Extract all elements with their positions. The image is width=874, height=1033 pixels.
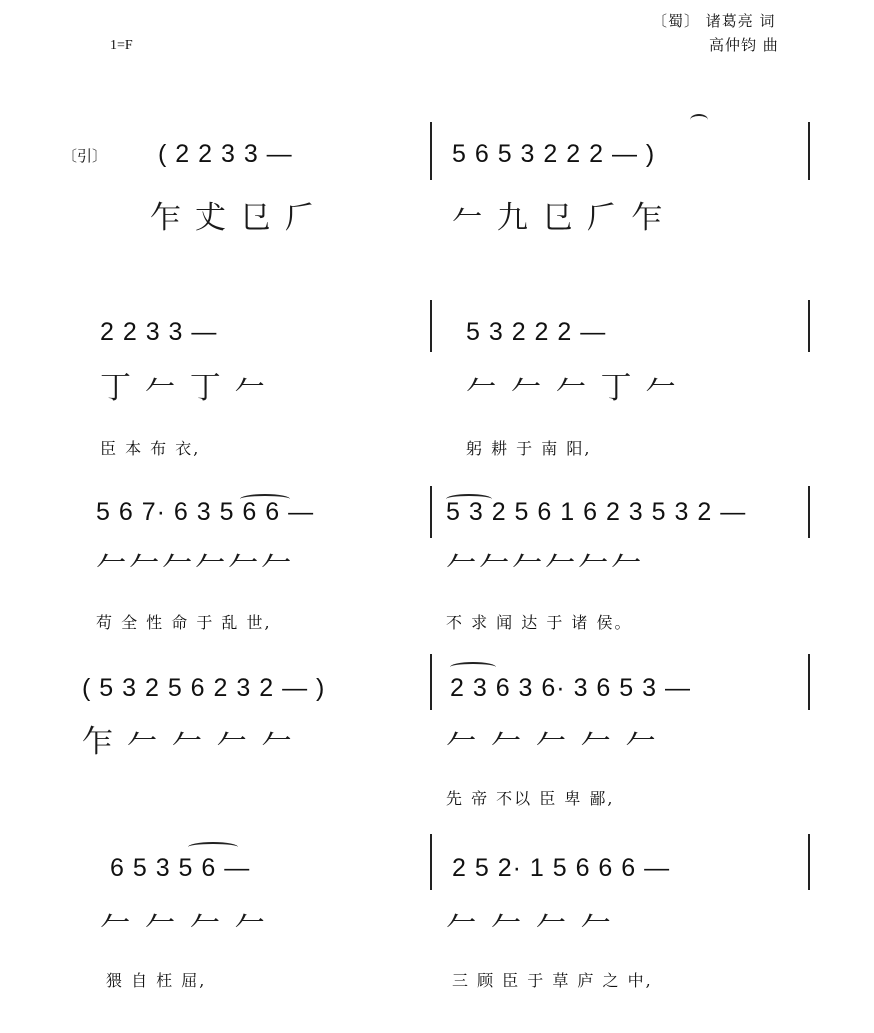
measure-notes: 5 3 2 2 2 —: [466, 318, 607, 346]
guqin-tablature: 丁 𠂉 丁 𠂉: [100, 370, 268, 406]
bar-line: [808, 654, 810, 710]
measure-notes: 2 3 6 3 6· 3 6 5 3 —: [450, 674, 691, 702]
composer-credit: 高仲钧 曲: [709, 36, 779, 54]
guqin-tablature: 𠂉𠂉𠂉𠂉𠂉𠂉: [446, 546, 644, 582]
guqin-tablature: 𠂉 𠂉 𠂉 𠂉: [446, 906, 614, 942]
measure-notes: 2 2 3 3 —: [100, 318, 218, 346]
guqin-tablature: 𠂉𠂉𠂉𠂉𠂉𠂉: [96, 546, 294, 582]
intro-label: 〔引〕: [62, 147, 108, 165]
key-signature: 1=F: [110, 38, 133, 53]
bar-line: [430, 834, 432, 890]
lyricist-credit: 〔蜀〕 诸葛亮 词: [652, 12, 776, 30]
guqin-tablature: 𠂉 𠂉 𠂉 丁 𠂉: [466, 370, 679, 406]
lyrics-line: 猥 自 枉 屈,: [106, 971, 207, 990]
slur-icon: [240, 494, 290, 504]
measure-notes: ( 2 2 3 3 —: [158, 140, 293, 168]
guqin-tablature: 𠂉 九 㔾 𠂆 乍: [452, 200, 665, 236]
guqin-tablature: 𠂉 𠂉 𠂉 𠂉 𠂉: [446, 724, 659, 760]
measure-notes: 2 5 2· 1 5 6 6 6 —: [452, 854, 671, 882]
measure-notes: 5 6 7· 6 3 5 6 6 —: [96, 498, 315, 526]
measure-notes: 6 5 3 5 6 —: [110, 854, 251, 882]
lyrics-line: 苟 全 性 命 于 乱 世,: [96, 613, 272, 632]
lyrics-line: 三 顾 臣 于 草 庐 之 中,: [452, 971, 653, 990]
measure-notes: ( 5 3 2 5 6 2 3 2 — ): [82, 674, 326, 702]
guqin-tablature: 乍 𠀋 㔾 𠂆: [150, 200, 318, 236]
bar-line: [430, 654, 432, 710]
slur-icon: [450, 662, 496, 672]
bar-line: [808, 834, 810, 890]
lyrics-line: 躬 耕 于 南 阳,: [466, 439, 592, 458]
fermata-icon: [690, 114, 708, 126]
bar-line: [430, 122, 432, 180]
slur-icon: [188, 842, 238, 852]
bar-line: [808, 486, 810, 538]
guqin-tablature: 乍 𠂉 𠂉 𠂉 𠂉: [82, 724, 295, 760]
guqin-tablature: 𠂉 𠂉 𠂉 𠂉: [100, 906, 268, 942]
bar-line: [808, 300, 810, 352]
slur-icon: [446, 494, 492, 504]
lyrics-line: 先 帝 不以 臣 卑 鄙,: [446, 789, 615, 808]
lyrics-line: 不 求 闻 达 于 诸 侯。: [446, 613, 633, 632]
lyrics-line: 臣 本 布 衣,: [100, 439, 201, 458]
measure-notes: 5 6 5 3 2 2 2 — ): [452, 140, 656, 168]
bar-line: [430, 300, 432, 352]
measure-notes: 5 3 2 5 6 1 6 2 3 5 3 2 —: [446, 498, 747, 526]
bar-line: [430, 486, 432, 538]
bar-line: [808, 122, 810, 180]
